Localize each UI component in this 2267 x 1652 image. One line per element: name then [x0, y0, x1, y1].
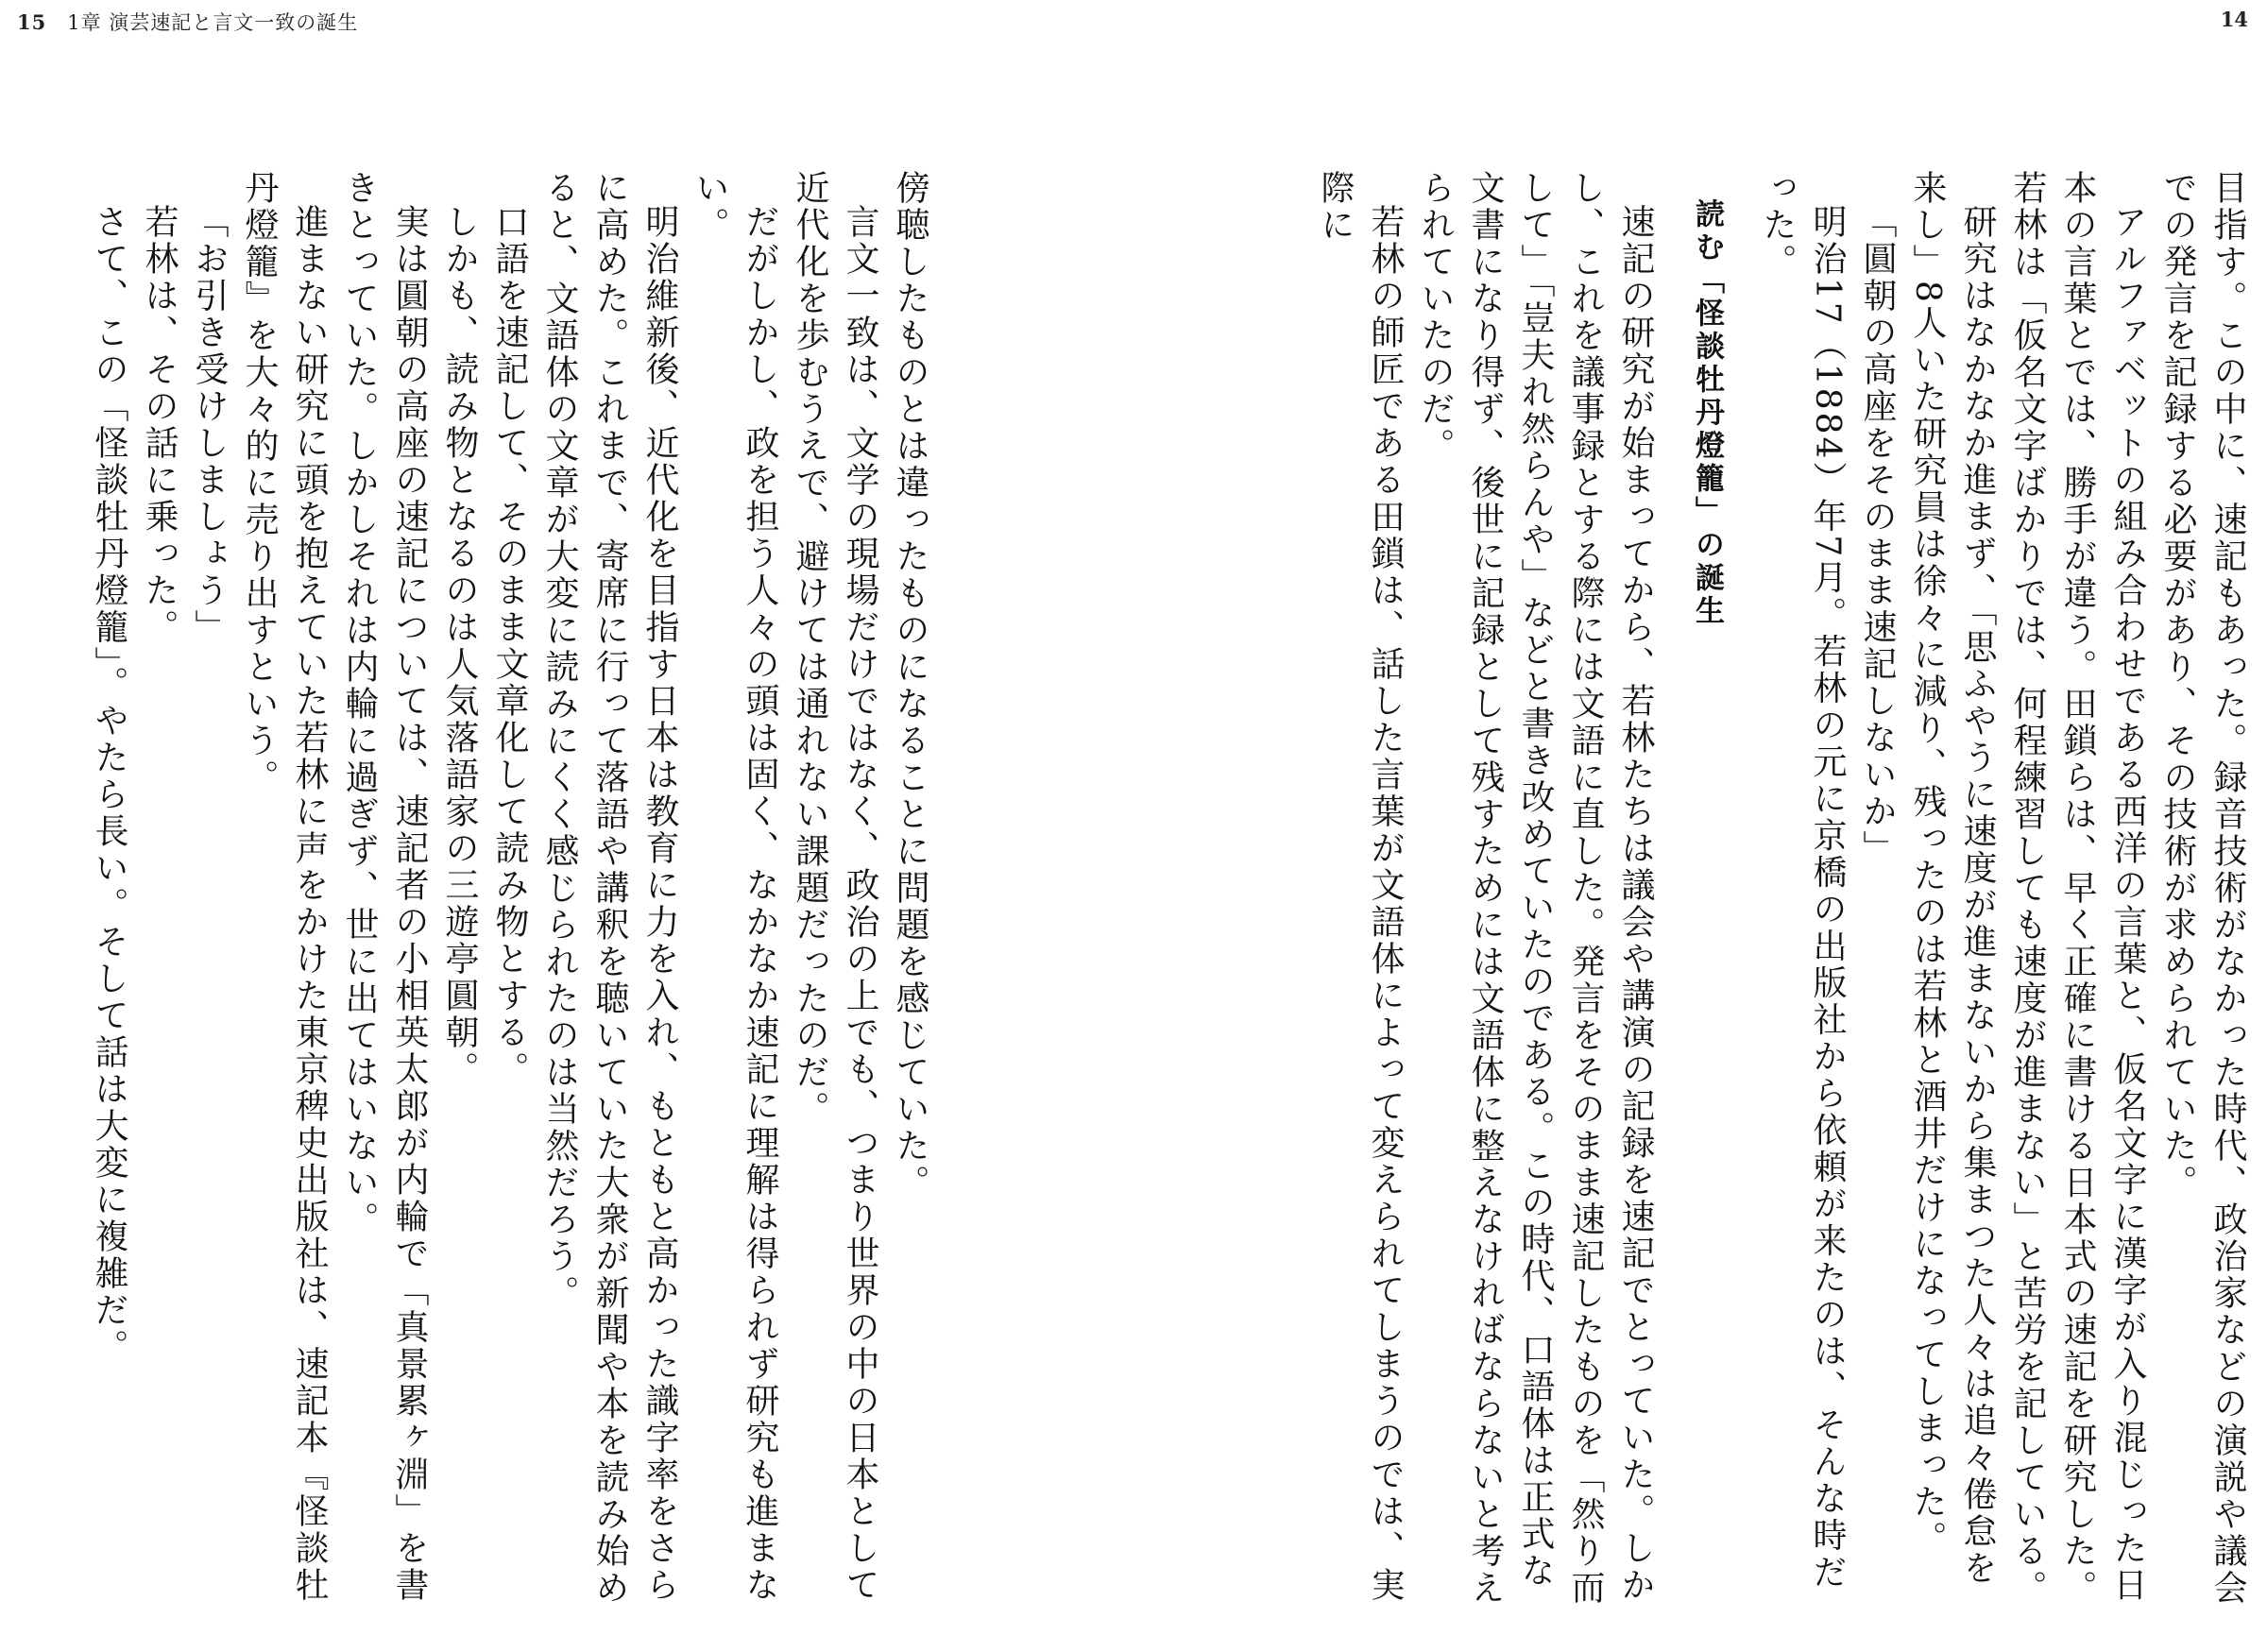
paragraph: 研究はなかなか進まず、「思ふやうに速度が進まないから集まつた人々は追々倦怠を来し」8人いた研究員は徐々に減り、残ったのは若林と酒井だけになってしまった。 [1908, 170, 1997, 1587]
paragraph: 若林の師匠である田鎖は、話した言葉が文語体によって変えられてしまうのでは、実際に [1316, 170, 1405, 1604]
quote-paragraph: 「圓朝の高座をそのまま速記しないか」 [1858, 204, 1897, 867]
left-page-header [17, 8, 358, 36]
left-page-body [28, 170, 935, 1615]
paragraph: 明治維新後、近代化を目指す日本は教育に力を入れ、もともと高かった識字率をさらに高めた。これまで、寄席に行って落語や講釈を聴いていた大衆が新聞や本を読み始めると、文語体の文章が大変に読みにくく感じられたのは当然だろう。 [540, 170, 679, 1607]
paragraph: 口語を速記して、そのまま文章化して読み物とする。 [490, 204, 529, 1088]
paragraph: だがしかし、政を担う人々の頭は固く、なかなか速記に理解は得られず研究も進まない。 [690, 170, 779, 1604]
paragraph: 言文一致は、文学の現場だけではなく、政治の上でも、つまり世界の中の日本として近代化を歩むうえで、避けては通れない課題だったのだ。 [791, 170, 879, 1604]
paragraph: 進まない研究に頭を抱えていた若林に声をかけた東京稗史出版社は、速記本『怪談牡丹燈籠』を大々的に売り出すという。 [240, 170, 329, 1604]
paragraph: 実は圓朝の高座の速記については、速記者の小相英太郎が内輪で「真景累ヶ淵」を書きとっていた。しかしそれは内輪に過ぎず、世に出てはいない。 [340, 170, 429, 1604]
right-page-number: 14 [2220, 8, 2248, 31]
running-title: 1章 演芸速記と言文一致の誕生 [67, 11, 359, 34]
quote-paragraph: 「お引き受けしましょう」 [190, 204, 229, 646]
paragraph: しかも、読み物となるのは人気落語家の三遊亭圓朝。 [440, 204, 479, 1088]
paragraph: 目指す。この中に、速記もあった。録音技術がなかった時代、政治家などの演説や議会での発言を記録する必要があり、その技術が求められていた。 [2158, 170, 2247, 1607]
paragraph: アルファベットの組み合わせである西洋の言葉と、仮名文字に漢字が入り混じった日本の言葉とでは、勝手が違う。田鎖らは、早く正確に書ける日本式の速記を研究した。若林は「仮名文字ばかりでは、何程練習しても速度が進まない」と苦労を記している。 [2008, 170, 2147, 1607]
paragraph: 明治17（1884）年7月。若林の元に京橋の出版社から依頼が来たのは、そんな時だった。 [1758, 170, 1847, 1592]
right-page-body [1316, 170, 2253, 1615]
section-heading: 読む「怪談牡丹燈籠」の誕生 [1690, 198, 1724, 628]
paragraph: さて、この「怪談牡丹燈籠」。やたら長い。そして話は大変に複雑だ。 [90, 204, 128, 1366]
paragraph: 若林は、その話に乗った。 [140, 204, 179, 646]
left-page-number: 15 [17, 10, 47, 34]
paragraph: 傍聴したものとは違ったものになることに問題を感じていた。 [891, 170, 929, 1201]
paragraph: 速記の研究が始まってから、若林たちは議会や講演の記録を速記でとっていた。しかし、これを議事録とする際には文語に直した。発言をそのまま速記したものを「然り而して」「豈夫れ然らんや」などと書き改めていたのである。この時代、口語体は正式な文書になり得ず、後世に記録として残すためには文語体に整えなければならないと考えられていたのだ。 [1416, 170, 1655, 1607]
